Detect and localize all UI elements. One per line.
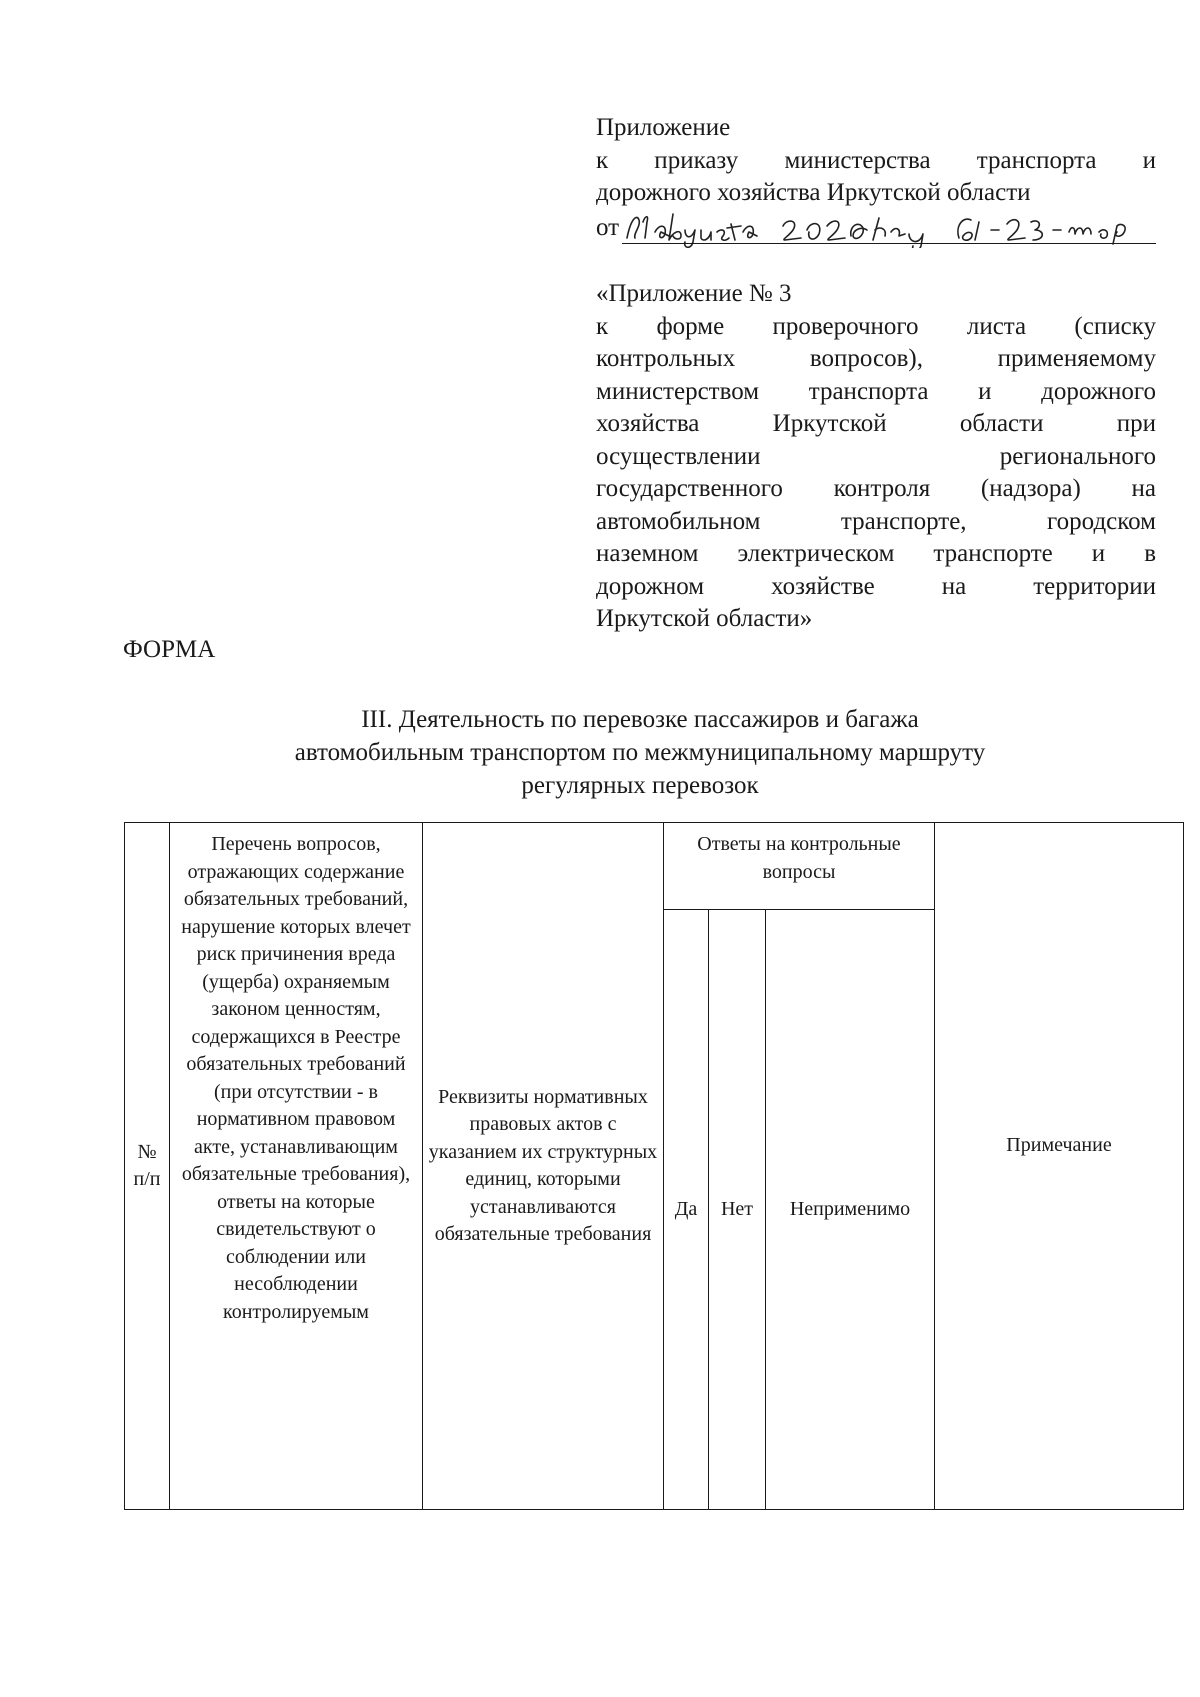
attachment-line-5: осуществлении регионального xyxy=(596,442,1156,470)
section-title xyxy=(200,703,1080,802)
appendix-order-line: к приказу министерства транспорта и xyxy=(596,146,1156,174)
appendix-date-line xyxy=(596,212,1156,248)
section-title-line-3: регулярных перевозок xyxy=(521,772,759,799)
date-prefix: от xyxy=(596,213,620,241)
attachment-line-9: дорожном хозяйстве на территории xyxy=(596,572,1156,600)
attachment-line-2: контрольных вопросов), применяемому xyxy=(596,345,1156,372)
section-title-line-1: III. Деятельность по перевозке пассажиров и багажа xyxy=(361,706,919,733)
attachment-title: «Приложение № 3 xyxy=(596,280,792,307)
header-number: № п/п xyxy=(125,823,170,1510)
handwritten-date-signature xyxy=(623,208,1133,248)
header-requisites: Реквизиты нормативных правовых актов с указанием их структурных единиц, которыми устанавливаются обязательные требования xyxy=(423,823,664,1510)
appendix-title: Приложение xyxy=(596,114,731,141)
attachment-line-10: Иркутской области» xyxy=(596,605,813,632)
table-header-row-1 xyxy=(125,823,1184,910)
appendix-header xyxy=(596,112,1156,248)
header-answer-na: Неприменимо xyxy=(766,910,935,1510)
attachment-line-7: автомобильном транспорте, городском xyxy=(596,507,1156,535)
header-answer-no: Нет xyxy=(709,910,766,1510)
section-title-line-2: автомобильным транспортом по межмуниципальному маршруту xyxy=(294,739,986,766)
attachment-line-1: к форме проверочного листа (списку xyxy=(596,312,1156,340)
date-underline xyxy=(622,243,1156,244)
checklist-table xyxy=(124,822,1184,1510)
appendix-ministry-line: дорожного хозяйства Иркутской области xyxy=(596,179,1031,206)
attachment-line-4: хозяйства Иркутской области при xyxy=(596,410,1156,437)
attachment-line-8: наземном электрическом транспорте и в xyxy=(596,540,1156,567)
header-answers: Ответы на контрольные вопросы xyxy=(664,823,935,910)
header-answer-yes: Да xyxy=(664,910,709,1510)
header-questions: Перечень вопросов, отражающих содержание обязательных требований, нарушение которых влечет риск причинения вреда (ущерба) охраняемым законом ценностям, содержащихся в Реестре обязательных требований (при отсутствии - в нормативном правовом акте, устанавливающим обязательные требования), ответы на которые свидетельствуют о соблюдении или несоблюдении контролируемым xyxy=(170,823,423,1510)
form-label: ФОРМА xyxy=(123,636,216,663)
attachment-caption xyxy=(596,278,1156,636)
attachment-line-6: государственного контроля (надзора) на xyxy=(596,475,1156,502)
header-note: Примечание xyxy=(935,823,1184,1510)
attachment-line-3: министерством транспорта и дорожного xyxy=(596,377,1156,405)
